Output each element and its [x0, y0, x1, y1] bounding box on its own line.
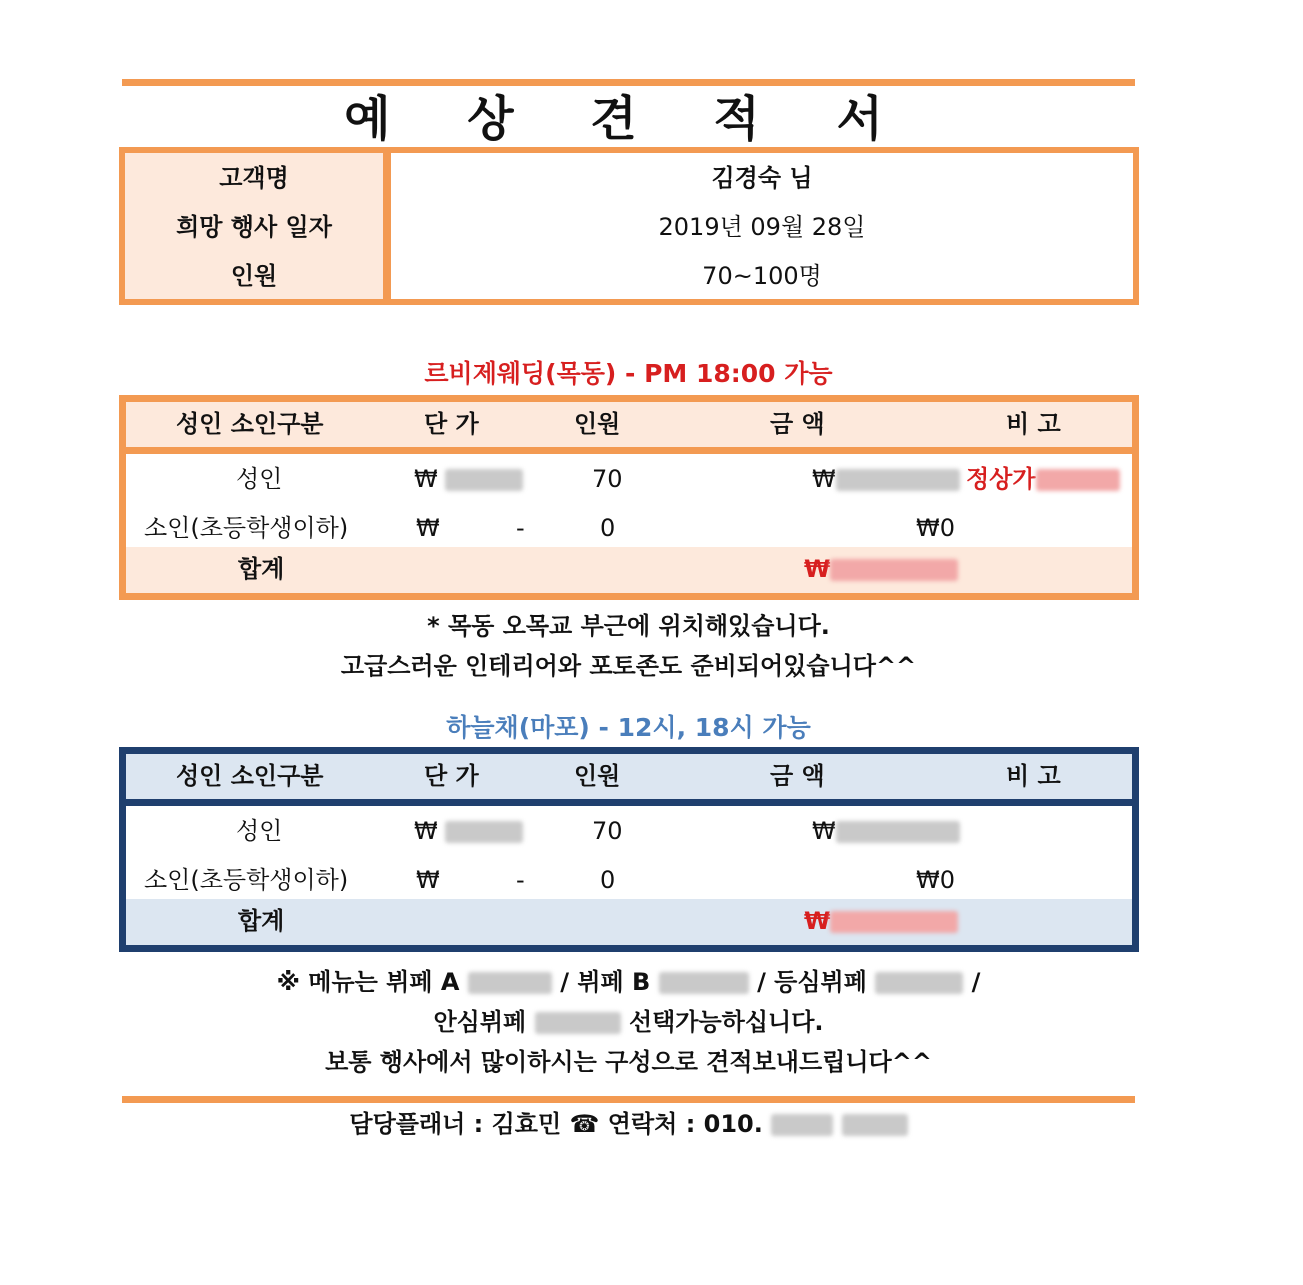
venue2-adult-label: 성인	[236, 817, 283, 845]
venue1-child-people: 0	[600, 514, 616, 542]
venue1-note-2: 고급스러운 인테리어와 포토존도 준비되어있습니다^^	[340, 652, 917, 680]
date-value: 2019년 09월 28일	[658, 213, 866, 241]
venue1-note-1: * 목동 오목교 부근에 위치해있습니다.	[427, 612, 830, 640]
venue2-header-row	[126, 754, 1132, 806]
customer-value: 김경숙 님	[711, 164, 813, 192]
blurred-price	[445, 469, 523, 491]
venue2-adult-price	[414, 806, 523, 856]
venue1-child-amount: ₩0	[916, 514, 955, 542]
venue1-table	[119, 395, 1139, 600]
venue1-adult-people: 70	[592, 465, 623, 493]
blurred-buffet-b-price	[659, 972, 749, 994]
menu-note-sirloin-buffet: / 등심뷔페	[757, 968, 867, 996]
people-label: 인원	[230, 262, 278, 290]
menu-note-tenderloin-buffet: 안심뷔페	[433, 1008, 527, 1036]
planner-name: 담당플래너 : 김효민	[349, 1110, 562, 1138]
blurred-total	[830, 911, 958, 933]
bottom-rule	[122, 1096, 1135, 1103]
venue1-adult-remark	[966, 454, 1120, 504]
menu-note-line-2	[122, 1002, 1135, 1042]
venue2-title: 하늘채(마포) - 12시, 18시 가능	[446, 713, 811, 742]
header-amount: 금 액	[770, 410, 825, 438]
venue2-child-price: -	[516, 866, 525, 894]
blurred-buffet-a-price	[468, 972, 552, 994]
venue2-table	[119, 747, 1139, 952]
menu-note-selectable: 선택가능하십니다.	[628, 1008, 824, 1036]
blurred-regular-price	[1036, 469, 1120, 491]
customer-label: 고객명	[219, 164, 289, 192]
document-title: 예 상 견 적 서	[344, 91, 913, 147]
menu-note-buffet-a: ※ 메뉴는 뷔페 A	[276, 968, 460, 996]
venue1-header-row	[126, 402, 1132, 454]
menu-note-line-3: 보통 행사에서 많이하시는 구성으로 견적보내드립니다^^	[325, 1048, 932, 1076]
won-symbol: ₩	[812, 817, 836, 845]
venue2-adult-amount	[812, 806, 960, 856]
header-category: 성인 소인구분	[176, 410, 324, 438]
date-label: 희망 행사 일자	[176, 213, 332, 241]
venue1-title: 르비제웨딩(목동) - PM 18:00 가능	[424, 359, 833, 388]
telephone-icon: ☎	[569, 1110, 600, 1138]
won-symbol: ₩	[804, 555, 831, 583]
won-symbol: ₩	[812, 465, 836, 493]
blurred-total	[830, 559, 958, 581]
venue2-child-amount: ₩0	[916, 866, 955, 894]
blurred-phone-part-1	[771, 1114, 833, 1136]
blurred-amount	[836, 469, 960, 491]
venue2-child-people: 0	[600, 866, 616, 894]
top-rule	[122, 79, 1135, 86]
venue1-adult-label: 성인	[236, 465, 283, 493]
venue2-child-label: 소인(초등학생이하)	[144, 866, 349, 894]
venue2-total-label: 합계	[238, 907, 285, 935]
won-symbol: ₩	[414, 817, 438, 845]
header-category: 성인 소인구분	[176, 762, 324, 790]
blurred-price	[445, 821, 523, 843]
venue1-child-price: -	[516, 514, 525, 542]
regular-price-label: 정상가	[966, 465, 1036, 493]
phone-prefix: 연락처 : 010.	[607, 1110, 763, 1138]
header-amount: 금 액	[770, 762, 825, 790]
won-symbol: ₩	[804, 907, 831, 935]
header-unit-price: 단 가	[424, 762, 479, 790]
won-symbol: ₩	[414, 465, 438, 493]
venue2-total-amount	[804, 896, 958, 946]
header-remark: 비 고	[1006, 410, 1061, 438]
customer-info-box	[119, 147, 1139, 305]
blurred-phone-part-2	[842, 1114, 908, 1136]
venue1-child-label: 소인(초등학생이하)	[144, 514, 349, 542]
planner-footer	[122, 1104, 1135, 1144]
venue1-child-price-symbol: ₩	[416, 514, 440, 542]
venue1-total-amount	[804, 544, 958, 594]
info-separator	[383, 153, 391, 299]
venue1-adult-price	[414, 454, 523, 504]
blurred-tenderloin-price	[535, 1012, 621, 1034]
venue2-child-price-symbol: ₩	[416, 866, 440, 894]
header-unit-price: 단 가	[424, 410, 479, 438]
menu-note-slash: /	[971, 968, 981, 996]
header-people: 인원	[574, 410, 621, 438]
header-people: 인원	[574, 762, 621, 790]
header-remark: 비 고	[1006, 762, 1061, 790]
blurred-sirloin-price	[875, 972, 963, 994]
menu-note-buffet-b: / 뷔페 B	[560, 968, 651, 996]
venue2-adult-people: 70	[592, 817, 623, 845]
venue1-total-label: 합계	[238, 555, 285, 583]
venue2-total-row	[126, 899, 1132, 945]
venue1-adult-amount	[812, 454, 960, 504]
people-value: 70~100명	[702, 262, 822, 290]
menu-note-line-1	[122, 962, 1135, 1002]
venue1-total-row	[126, 547, 1132, 593]
blurred-amount	[836, 821, 960, 843]
